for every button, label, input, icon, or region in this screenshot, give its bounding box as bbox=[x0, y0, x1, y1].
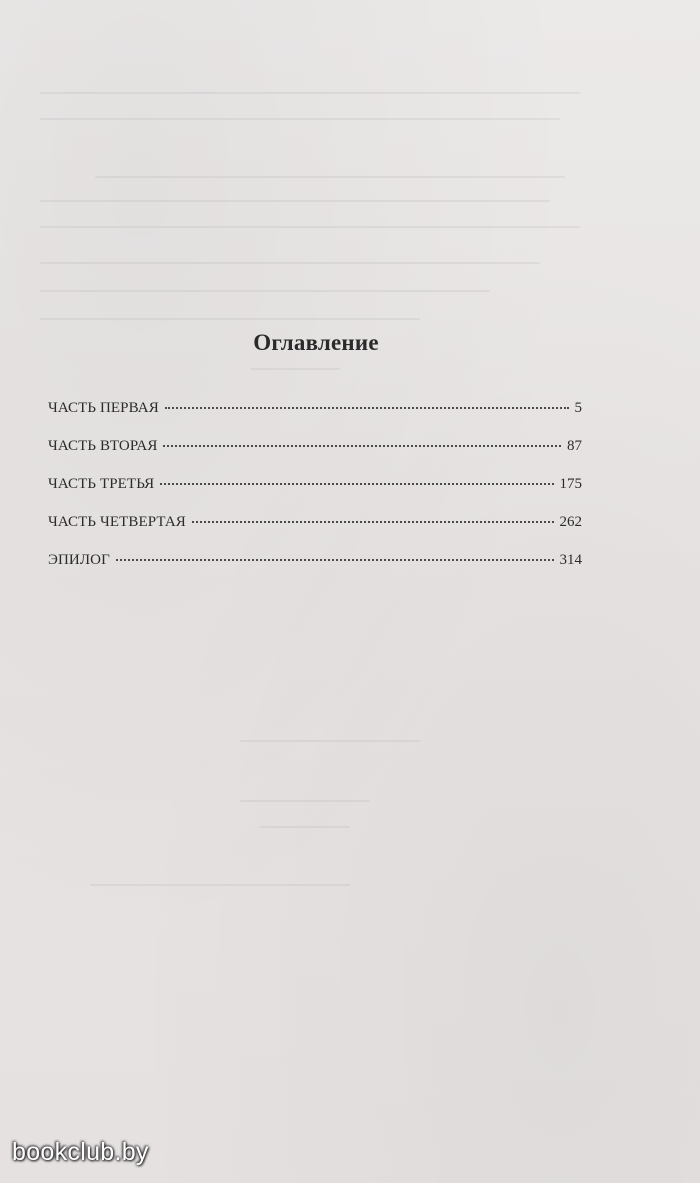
bleed-through-line bbox=[40, 318, 420, 320]
dot-leader bbox=[160, 483, 553, 485]
bleed-through-line bbox=[40, 290, 490, 292]
table-of-contents bbox=[48, 400, 582, 590]
page-title: Оглавление bbox=[253, 330, 379, 355]
bleed-through-line bbox=[90, 884, 350, 886]
toc-entry-label: ЭПИЛОГ bbox=[48, 552, 110, 568]
toc-entry-page: 87 bbox=[567, 438, 582, 454]
toc-entry-label: ЧАСТЬ ТРЕТЬЯ bbox=[48, 476, 155, 492]
toc-entry bbox=[48, 438, 582, 476]
toc-entry-label: ЧАСТЬ ПЕРВАЯ bbox=[48, 400, 159, 416]
bleed-through-line bbox=[260, 826, 350, 828]
toc-entry bbox=[48, 400, 582, 438]
dot-leader bbox=[163, 445, 561, 447]
bleed-through-line bbox=[40, 118, 560, 120]
bleed-through-line bbox=[250, 368, 340, 370]
toc-entry-page: 5 bbox=[574, 400, 582, 416]
toc-entry-page: 314 bbox=[559, 552, 582, 568]
bleed-through-line bbox=[95, 176, 565, 178]
toc-entry bbox=[48, 476, 582, 514]
dot-leader bbox=[165, 407, 569, 409]
bleed-through-line bbox=[40, 226, 580, 228]
toc-entry-page: 262 bbox=[559, 514, 582, 530]
toc-entry bbox=[48, 514, 582, 552]
bleed-through-line bbox=[240, 740, 420, 742]
toc-entry bbox=[48, 552, 582, 590]
dot-leader bbox=[116, 559, 554, 561]
toc-entry-label: ЧАСТЬ ВТОРАЯ bbox=[48, 438, 158, 454]
watermark: bookclub.by bbox=[12, 1138, 149, 1166]
toc-entry-page: 175 bbox=[559, 476, 582, 492]
toc-entry-label: ЧАСТЬ ЧЕТВЕРТАЯ bbox=[48, 514, 186, 530]
bleed-through-line bbox=[240, 800, 370, 802]
bleed-through-line bbox=[40, 92, 580, 94]
bleed-through-line bbox=[40, 200, 550, 202]
dot-leader bbox=[192, 521, 554, 523]
bleed-through-line bbox=[40, 262, 540, 264]
